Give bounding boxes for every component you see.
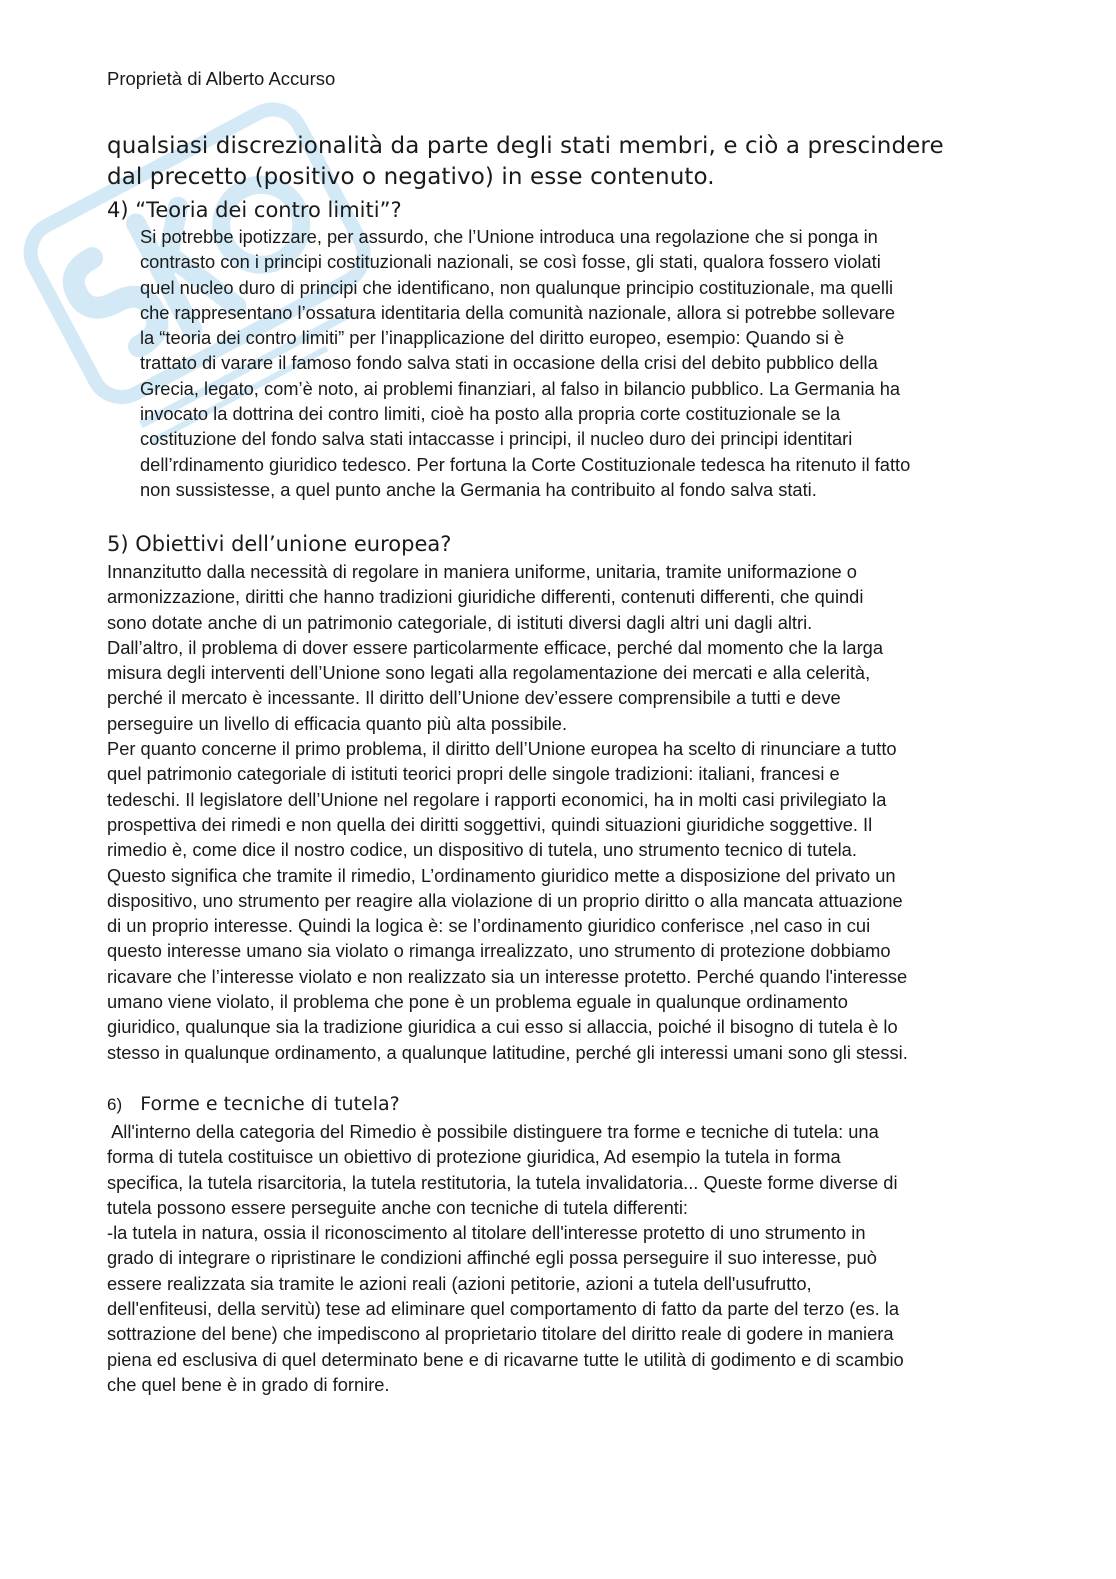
question-5-answer: [107, 559, 1017, 1065]
answer-line: sottrazione del bene) che impediscono al proprietario titolare del diritto reale di godere in maniera: [107, 1323, 894, 1345]
answer-line: di un proprio interesse. Quindi la logica è: se l’ordinamento giuridico conferisce ,nel caso in cui: [107, 915, 871, 937]
answer-line: grado di integrare o ripristinare le condizioni affinché egli possa perseguire il suo interesse, può: [107, 1247, 877, 1269]
question-5-heading: 5) Obiettivi dell’unione europea?: [107, 532, 452, 556]
question-6-heading: [107, 1091, 400, 1118]
answer-line: forma di tutela costituisce un obiettivo di protezione giuridica, Ad esempio la tutela in forma: [107, 1146, 841, 1168]
answer-line: trattato di varare il famoso fondo salva stati in occasione della crisi del debito pubblico della: [140, 352, 878, 374]
answer-line: Grecia, legato, com’è noto, ai problemi finanziari, al falso in bilancio pubblico. La Germania ha: [140, 377, 901, 399]
answer-line: umano viene violato, il problema che pone è un problema eguale in qualunque ordinamento: [107, 991, 848, 1013]
answer-line: che quel bene è in grado di fornire.: [107, 1373, 390, 1395]
answer-line: dell'enfiteusi, della servitù) tese ad eliminare quel comportamento di fatto da parte del terzo (es. la: [107, 1298, 900, 1320]
answer-line: prospettiva dei rimedi e non quella dei diritti soggettivi, quindi situazioni giuridiche soggettive. Il: [107, 813, 873, 835]
answer-line: la “teoria dei contro limiti” per l’inapplicazione del diritto europeo, esempio: Quando si è: [140, 327, 845, 349]
question-4-answer: [140, 224, 1020, 502]
answer-line: piena ed esclusiva di quel determinato bene e di ricavarne tutte le utilità di godimento e di scambio: [107, 1348, 904, 1370]
answer-line: essere realizzata sia tramite le azioni reali (azioni petitorie, azioni a tutela dell'usufrutto,: [107, 1272, 812, 1294]
owner-header: Proprietà di Alberto Accurso: [107, 68, 336, 89]
answer-line: che rappresentano l’ossatura identitaria della comunità nazionale, allora si potrebbe sollevare: [140, 301, 896, 323]
answer-line: tutela possono essere perseguite anche con tecniche di tutela differenti:: [107, 1196, 688, 1218]
answer-line: contrasto con i principi costituzionali nazionali, se così fosse, gli stati, qualora fossero violati: [140, 251, 881, 273]
answer-line: misura degli interventi dell’Unione sono legati alla regolamentazione dei mercati e alla celerità,: [107, 662, 871, 684]
answer-line: dell’rdinamento giuridico tedesco. Per fortuna la Corte Costituzionale tedesca ha ritenuto il fatto: [140, 453, 911, 475]
intro-paragraph: [107, 131, 1007, 193]
answer-line: All'interno della categoria del Rimedio è possibile distinguere tra forme e tecniche di tutela: una: [107, 1121, 879, 1142]
answer-line: perseguire un livello di efficacia quanto più alta possibile.: [107, 712, 568, 734]
answer-line: non sussistesse, a quel punto anche la Germania ha contribuito al fondo salva stati.: [140, 478, 817, 500]
answer-line: Si potrebbe ipotizzare, per assurdo, che l’Unione introduca una regolazione che si ponga in: [140, 226, 878, 247]
question-6-number: 6): [107, 1095, 123, 1114]
answer-line: -la tutela in natura, ossia il riconoscimento al titolare dell'interesse protetto di uno strumento in: [107, 1222, 866, 1244]
question-6-answer: [107, 1119, 1017, 1397]
answer-line: Dall’altro, il problema di dover essere particolarmente efficace, perché dal momento che la larga: [107, 636, 883, 658]
intro-line: dal precetto (positivo o negativo) in esse contenuto.: [107, 164, 715, 190]
answer-line: questo interesse umano sia violato o rimanga irrealizzato, uno strumento di protezione dobbiamo: [107, 940, 891, 962]
answer-line: costituzione del fondo salva stati intaccasse i principi, il nucleo duro dei principi identitari: [140, 428, 853, 450]
answer-line: specifica, la tutela risarcitoria, la tutela restitutoria, la tutela invalidatoria... Queste forme diverse di: [107, 1171, 898, 1193]
question-6-title: Forme e tecniche di tutela?: [140, 1093, 400, 1115]
answer-line: giuridico, qualunque sia la tradizione giuridica a cui esso si allaccia, poiché il bisogno di tutela è lo: [107, 1016, 898, 1038]
answer-line: stesso in qualunque ordinamento, a qualunque latitudine, perché gli interessi umani sono gli stessi.: [107, 1041, 908, 1063]
answer-line: Per quanto concerne il primo problema, il diritto dell’Unione europea ha scelto di rinunciare a tutto: [107, 738, 897, 760]
answer-line: quel nucleo duro di principi che identificano, non qualunque principio costituzionale, ma quelli: [140, 276, 894, 298]
answer-line: invocato la dottrina dei contro limiti, cioè ha posto alla propria corte costituzionale se la: [140, 403, 841, 425]
answer-line: sono dotate anche di un patrimonio categoriale, di istituti diversi dagli altri uni dagli altri.: [107, 611, 813, 633]
answer-line: Innanzitutto dalla necessità di regolare in maniera uniforme, unitaria, tramite uniformazione o: [107, 561, 857, 582]
answer-line: tedeschi. Il legislatore dell’Unione nel regolare i rapporti economici, ha in molti casi privilegiato la: [107, 788, 887, 810]
answer-line: perché il mercato è incessante. Il diritto dell’Unione dev’essere comprensibile a tutti e deve: [107, 687, 841, 709]
question-4-heading: 4) “Teoria dei contro limiti”?: [107, 198, 402, 222]
answer-line: rimedio è, come dice il nostro codice, un dispositivo di tutela, uno strumento tecnico di tutela.: [107, 839, 857, 861]
answer-line: ricavare che l’interesse violato e non realizzato sia un interesse protetto. Perché quando l'interesse: [107, 965, 908, 987]
answer-line: armonizzazione, diritti che hanno tradizioni giuridiche differenti, contenuti differenti, che quindi: [107, 586, 864, 608]
intro-line: qualsiasi discrezionalità da parte degli stati membri, e ciò a prescindere: [107, 133, 944, 159]
answer-line: dispositivo, uno strumento per reagire alla violazione di un proprio diritto o alla mancata attuazione: [107, 889, 903, 911]
answer-line: quel patrimonio categoriale di istituti teorici propri delle singole tradizioni: italiani, francesi e: [107, 763, 840, 785]
answer-line: Questo significa che tramite il rimedio, L’ordinamento giuridico mette a disposizione del privato un: [107, 864, 896, 886]
